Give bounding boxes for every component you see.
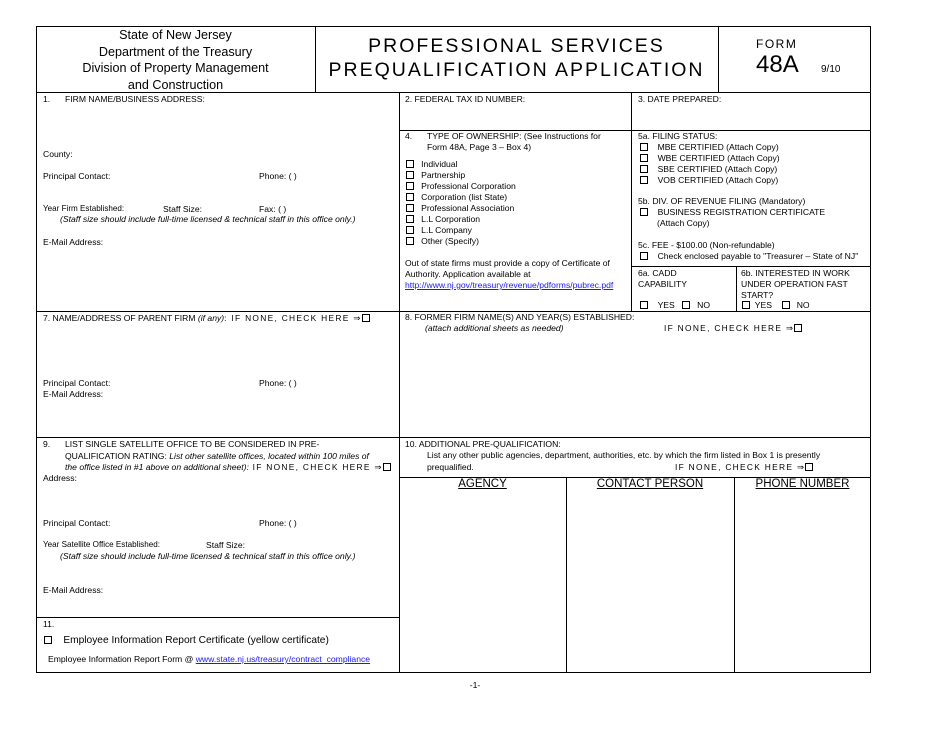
s6a-label [638,268,687,290]
ownership-option[interactable] [406,214,516,225]
ownership-option[interactable] [406,225,516,236]
s11-option-label: Employee Information Report Certificate (yellow certificate) [63,635,329,646]
s7-email-label: E-Mail Address: [43,389,104,399]
ownership-option-label: Corporation (list State) [421,192,508,202]
s9-label-line2-italic: List other satellite offices, located within 100 miles of [169,450,369,461]
form-title [315,34,718,82]
ownership-option-label: L.L Company [421,225,472,235]
s9-label-line3-italic: the office listed in #1 above on additional sheet): [65,462,249,472]
form-border [36,26,871,673]
s9-contact-label: Principal Contact: [43,518,111,528]
s6b-yes-checkbox[interactable] [742,301,750,309]
s5b-option[interactable] [640,207,825,229]
ownership-option[interactable] [406,236,516,247]
checkbox-icon[interactable] [406,215,414,223]
s7-label-italic: (if any) [197,313,225,323]
row9-divider [36,437,871,438]
s10-none-text: IF NONE, CHECK HERE ⇒ [675,462,806,472]
s6b-label-line3: START? [741,290,774,300]
checkbox-icon[interactable] [640,208,648,216]
ownership-option-label: Individual [421,159,458,169]
s10-none [675,462,813,472]
s8-none-text: IF NONE, CHECK HERE ⇒ [664,323,795,333]
division-name-cont: and Construction [127,77,224,92]
table-column-divider-1 [566,477,567,673]
column-header-contact-person: CONTACT PERSON [596,478,704,490]
s11-form-line [48,654,370,664]
filing-status-label: VOB CERTIFIED (Attach Copy) [657,175,779,185]
ownership-option-label: Other (Specify) [421,236,479,246]
ownership-option[interactable] [406,181,516,192]
s6b-no-checkbox[interactable] [782,301,790,309]
s4-number: 4. [405,131,413,141]
s10-text-line2: prequalified. [427,461,474,472]
checkbox-icon[interactable] [406,171,414,179]
s5a-label: 5a. FILING STATUS: [638,131,718,141]
s7-label-text: 7. NAME/ADDRESS OF PARENT FIRM [43,313,196,323]
s3-label: 3. DATE PREPARED: [638,94,722,104]
main-column-divider [399,92,400,673]
s6b-yes-label: YES [754,300,772,310]
table-column-divider-2 [734,477,735,673]
s6a-no-checkbox[interactable] [682,301,690,309]
s1-contact-label: Principal Contact: [43,171,111,181]
ownership-option[interactable] [406,192,516,203]
s7-phone-label: Phone: ( ) [259,378,297,388]
s9-email-label: E-Mail Address: [43,585,104,595]
filing-status-option[interactable] [640,164,780,175]
s5c-option-label: Check enclosed payable to "Treasurer – State of NJ" [657,251,859,261]
certificate-authority-link[interactable]: http://www.nj.gov/treasury/revenue/pdforms/pubrec.pdf [405,280,614,290]
s5b-option-label: BUSINESS REGISTRATION CERTIFICATE [657,207,826,217]
s1-staff-label: Staff Size: [163,204,203,214]
s1-staff-note: (Staff size should include full-time licensed & technical staff in this office only.) [60,214,356,224]
s9-address-label: Address: [43,473,77,483]
s10-none-checkbox[interactable] [805,463,813,471]
division-name: Division of Property Management [82,61,269,75]
s4-note [405,258,613,291]
s6a-no-label: NO [697,300,710,310]
s9-label-line2: QUALIFICATION RATING: [65,450,170,461]
checkbox-icon[interactable] [640,252,648,260]
title-line-2: PREQUALIFICATION APPLICATION [328,59,705,81]
row6-column-divider [736,266,737,311]
s9-none-checkbox[interactable] [383,463,391,471]
contract-compliance-link[interactable]: www.state.nj.us/treasury/contract_compliance [195,654,371,664]
s1-label: FIRM NAME/BUSINESS ADDRESS: [65,94,205,104]
filing-status-label: WBE CERTIFIED (Attach Copy) [657,153,780,163]
s1-email-label: E-Mail Address: [43,237,104,247]
s1-phone-label: Phone: ( ) [259,171,297,181]
form-number: 48A [756,51,799,78]
s1-year-label: Year Firm Established: [43,204,125,213]
ownership-option-label: L.L Corporation [421,214,481,224]
s4-label-line2: Form 48A, Page 3 – Box 4) [427,142,532,152]
s4-label-line1: TYPE OF OWNERSHIP: (See Instructions for [427,131,601,141]
s6b-label [741,268,850,301]
checkbox-icon[interactable] [406,237,414,245]
filing-status-option[interactable] [640,175,780,186]
s5c-label: 5c. FEE - $100.00 (Non-refundable) [638,240,775,250]
column-header-phone-number: PHONE NUMBER [755,478,850,490]
filing-status-options [640,142,780,186]
ownership-option-label: Partnership [421,170,466,180]
ownership-option-label: Professional Corporation [421,181,516,191]
checkbox-icon[interactable] [640,143,648,151]
s1-fax-label: Fax: ( ) [259,204,287,214]
ownership-option[interactable] [406,159,516,170]
column-header-agency: AGENCY [458,478,507,490]
checkbox-icon[interactable] [406,226,414,234]
filing-status-option[interactable] [640,153,780,164]
s11-form-text: Employee Information Report Form @ [48,654,194,664]
s4-note-line2: Authority. Application available at [405,269,531,279]
s6b-no-label: NO [796,300,810,310]
s8-none-checkbox[interactable] [794,324,802,332]
checkbox-icon[interactable] [406,193,414,201]
right-column-divider [631,92,632,311]
s8-label: 8. FORMER FIRM NAME(S) AND YEAR(S) ESTABLISHED: [405,312,635,322]
row6-divider [631,266,871,267]
s6a-yes-label: YES [657,300,675,310]
s7-none-text: : IF NONE, CHECK HERE ⇒ [224,313,362,323]
s11-number: 11. [43,619,55,629]
s6a-yes-checkbox[interactable] [640,301,648,309]
s7-none-checkbox[interactable] [362,314,370,322]
s5b-label: 5b. DIV. OF REVENUE FILING (Mandatory) [638,196,806,206]
s11-checkbox[interactable] [44,636,52,644]
s4-note-line1: Out of state firms must provide a copy of Certificate of [405,258,610,268]
s9-label [65,439,391,474]
s6b-label-line1: 6b. INTERESTED IN WORK [741,268,850,278]
checkbox-icon[interactable] [640,154,648,162]
page-number: -1- [469,680,481,690]
s9-year-label: Year Satellite Office Established: [43,540,160,549]
s2-label: 2. FEDERAL TAX ID NUMBER: [405,94,526,104]
s6a-options [640,300,710,310]
department-name: Department of the Treasury [98,44,253,59]
filing-status-option[interactable] [640,142,780,153]
ownership-option[interactable] [406,203,516,214]
ownership-option-label: Professional Association [421,203,515,213]
s1-county-label: County: [43,149,73,159]
s9-staff-note: (Staff size should include full-time licensed & technical staff in this office only.) [60,551,356,561]
checkbox-icon[interactable] [406,204,414,212]
header-divider-v2 [718,26,719,92]
s9-staff-label: Staff Size: [206,540,246,550]
s9-none-text: IF NONE, CHECK HERE ⇒ [248,462,383,472]
agency-block [36,27,315,93]
title-line-1: PROFESSIONAL SERVICES [368,35,665,57]
form-label: FORM [756,37,798,51]
state-name: State of New Jersey [119,28,232,42]
s1-number: 1. [43,94,51,104]
ownership-option[interactable] [406,170,516,181]
s5b-option-note: (Attach Copy) [657,218,710,228]
filing-status-label: SBE CERTIFIED (Attach Copy) [657,164,778,174]
form-date: 9/10 [821,64,841,75]
s7-contact-label: Principal Contact: [43,378,111,388]
checkbox-icon[interactable] [640,165,648,173]
s9-number: 9. [43,439,51,449]
s7-label [43,313,370,323]
s8-none [664,323,802,333]
filing-status-label: MBE CERTIFIED (Attach Copy) [657,142,779,152]
s6a-label-line2: CAPABILITY [638,279,688,289]
s9-phone-label: Phone: ( ) [259,518,297,528]
s9-label-line1: LIST SINGLE SATELLITE OFFICE TO BE CONSIDERED IN PRE- [65,439,320,449]
s10-label: 10. ADDITIONAL PRE-QUALIFICATION: [405,439,561,449]
s6b-options [742,300,810,310]
checkbox-icon[interactable] [640,176,648,184]
s10-text-line1: List any other public agencies, department, authorities, etc. by which the firm listed in Box 1 is presently [427,450,821,460]
s4-label [427,131,601,153]
s11-option[interactable] [44,635,329,646]
checkbox-icon[interactable] [406,160,414,168]
row11-divider [36,617,399,618]
s8-note: (attach additional sheets as needed) [425,323,564,333]
s5c-option[interactable] [640,251,858,261]
s6a-label-line1: 6a. CADD [638,268,677,278]
ownership-options [406,159,516,247]
checkbox-icon[interactable] [406,182,414,190]
s6b-label-line2: UNDER OPERATION FAST [741,279,848,289]
